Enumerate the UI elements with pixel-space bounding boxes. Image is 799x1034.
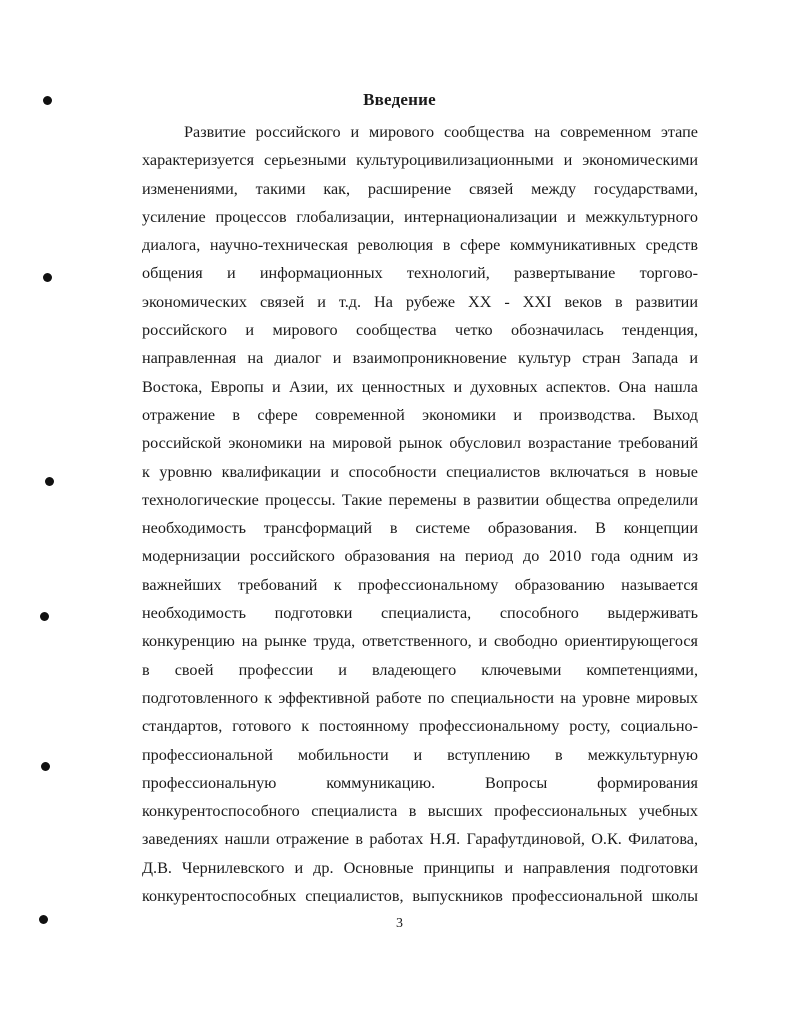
section-heading: Введение — [363, 90, 436, 109]
text-line: важнейших требований к профессиональному образованию называется — [142, 575, 698, 594]
text-line: конкурентоспособных специалистов, выпускников профессиональной школы — [142, 887, 698, 906]
page-number: 3 — [396, 916, 403, 931]
text-line: к уровню квалификации и способности специалистов включаться в новые — [142, 462, 698, 481]
text-line: конкуренцию на рынке труда, ответственного, и свободно ориентирующегося — [142, 632, 698, 651]
punch-hole-mark — [40, 612, 49, 621]
text-line: усиление процессов глобализации, интернационализации и межкультурного — [142, 207, 698, 226]
text-line: профессиональной мобильности и вступлению в межкультурную — [142, 745, 698, 764]
text-line: характеризуется серьезными культуроцивилизационными и экономическими — [142, 151, 698, 170]
text-line: Д.В. Чернилевского и др. Основные принципы и направления подготовки — [142, 858, 698, 877]
text-line: диалога, научно-техническая революция в сфере коммуникативных средств — [142, 236, 698, 255]
text-line: направленная на диалог и взаимопроникновение культур стран Запада и — [142, 349, 698, 368]
text-line: конкурентоспособного специалиста в высших профессиональных учебных — [142, 802, 698, 821]
text-line: профессиональную коммуникацию. Вопросы формирования — [142, 773, 698, 792]
text-line: в своей профессии и владеющего ключевыми компетенциями, — [142, 660, 698, 679]
text-line: необходимость подготовки специалиста, способного выдерживать — [142, 604, 698, 623]
body-paragraph — [142, 118, 698, 910]
text-line: подготовленного к эффективной работе по специальности на уровне мировых — [142, 688, 698, 707]
text-line: Востока, Европы и Азии, их ценностных и духовных аспектов. Она нашла — [142, 377, 698, 396]
text-line: технологические процессы. Такие перемены в развитии общества определили — [142, 490, 698, 509]
punch-hole-mark — [43, 273, 52, 282]
punch-hole-mark — [41, 762, 50, 771]
text-line: отражение в сфере современной экономики и производства. Выход — [142, 405, 698, 424]
text-line: стандартов, готового к постоянному профессиональному росту, социально- — [142, 717, 698, 736]
text-line: российского и мирового сообщества четко обозначилась тенденция, — [142, 321, 698, 340]
text-line: необходимость трансформаций в системе образования. В концепции — [142, 519, 698, 538]
text-line: экономических связей и т.д. На рубеже XX - XXI веков в развитии — [142, 292, 698, 311]
text-line: Развитие российского и мирового сообщества на современном этапе — [184, 123, 698, 141]
text-line: общения и информационных технологий, развертывание торгово- — [142, 264, 698, 283]
text-line: модернизации российского образования на период до 2010 года одним из — [142, 547, 698, 566]
text-line: изменениями, такими как, расширение связей между государствами, — [142, 179, 698, 198]
text-line: российской экономики на мировой рынок обусловил возрастание требований — [142, 434, 698, 453]
text-line: заведениях нашли отражение в работах Н.Я. Гарафутдиновой, О.К. Филатова, — [142, 830, 698, 849]
punch-hole-mark — [45, 477, 54, 486]
